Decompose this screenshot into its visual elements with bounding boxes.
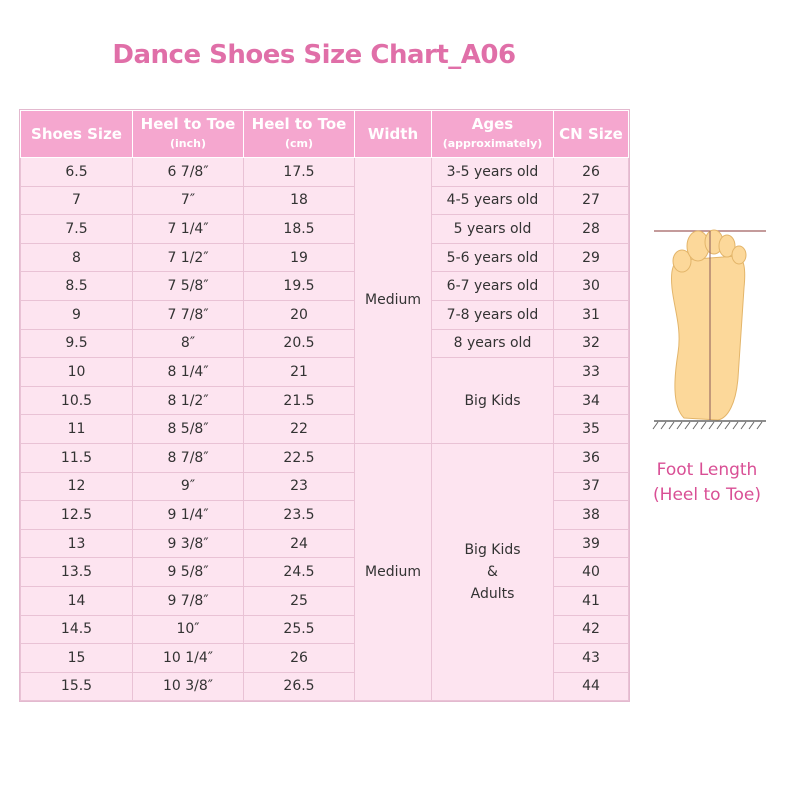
ages-label-line: Big Kids [464,392,521,409]
ages-label-line: Adults [470,586,515,603]
foot-caption-line-1: Foot Length [656,460,758,480]
column-header [355,111,432,158]
cn-size-cell: 32 [554,329,629,358]
heel-to-toe-cm-cell: 20.5 [244,329,355,358]
width-cell: Medium [355,158,432,444]
cn-size-cell: 43 [554,644,629,673]
heel-to-toe-inch-cell: 6 7/8″ [133,158,244,187]
shoe-size-cell: 11 [21,415,133,444]
column-header [554,111,629,158]
heel-to-toe-inch-cell: 10 3/8″ [133,672,244,701]
cn-size-cell: 42 [554,615,629,644]
shoe-size-cell: 12 [21,472,133,501]
ages-label-line: & [487,564,498,581]
table-row [21,358,629,387]
heel-to-toe-cm-cell: 24.5 [244,558,355,587]
ages-cell [432,329,554,358]
column-header-unit: (approximately) [442,137,543,150]
table-row [21,300,629,329]
heel-to-toe-cm-cell: 23 [244,472,355,501]
table-body [21,158,629,701]
shoe-size-cell: 15 [21,644,133,673]
shoe-size-cell: 7 [21,186,133,215]
ages-label-line: 5 years old [453,220,532,237]
heel-to-toe-cm-cell: 22.5 [244,443,355,472]
column-header-label: Width [367,125,419,143]
ages-label-line: 8 years old [453,335,532,352]
table-row [21,329,629,358]
heel-to-toe-inch-cell: 9 5/8″ [133,558,244,587]
shoe-size-cell: 10.5 [21,386,133,415]
heel-to-toe-cm-cell: 26.5 [244,672,355,701]
column-header-unit: (inch) [169,137,206,150]
foot-length-icon [652,228,768,433]
shoe-size-cell: 9 [21,300,133,329]
column-header-label: CN Size [559,125,623,143]
cn-size-cell: 35 [554,415,629,444]
shoe-size-cell: 8 [21,243,133,272]
cn-size-cell: 41 [554,586,629,615]
foot-length-caption [632,458,782,508]
cn-size-cell: 30 [554,272,629,301]
ages-cell [432,215,554,244]
heel-to-toe-cm-cell: 25 [244,586,355,615]
table-row [21,186,629,215]
heel-to-toe-cm-cell: 18.5 [244,215,355,244]
heel-to-toe-inch-cell: 8 7/8″ [133,443,244,472]
chart-title: Dance Shoes Size Chart_A06 [112,40,516,70]
size-chart-table [20,110,629,701]
shoe-size-cell: 7.5 [21,215,133,244]
heel-to-toe-inch-cell: 7 1/2″ [133,243,244,272]
cn-size-cell: 44 [554,672,629,701]
heel-to-toe-inch-cell: 10″ [133,615,244,644]
heel-to-toe-inch-cell: 8 1/4″ [133,358,244,387]
heel-to-toe-cm-cell: 19 [244,243,355,272]
shoe-size-cell: 13.5 [21,558,133,587]
heel-to-toe-cm-cell: 24 [244,529,355,558]
heel-to-toe-inch-cell: 7 5/8″ [133,272,244,301]
cn-size-cell: 31 [554,300,629,329]
shoe-size-cell: 14.5 [21,615,133,644]
heel-to-toe-cm-cell: 19.5 [244,272,355,301]
column-header-label: Shoes Size [31,125,122,143]
heel-to-toe-cm-cell: 23.5 [244,501,355,530]
heel-to-toe-cm-cell: 25.5 [244,615,355,644]
shoe-size-cell: 6.5 [21,158,133,187]
cn-size-cell: 39 [554,529,629,558]
ages-cell [432,300,554,329]
shoe-size-cell: 15.5 [21,672,133,701]
heel-to-toe-cm-cell: 18 [244,186,355,215]
heel-to-toe-cm-cell: 20 [244,300,355,329]
heel-to-toe-inch-cell: 10 1/4″ [133,644,244,673]
column-header-unit: (cm) [284,137,314,150]
heel-to-toe-cm-cell: 21.5 [244,386,355,415]
ages-label-line: 6-7 years old [446,278,539,295]
table-row [21,243,629,272]
ages-label-line: Big Kids [464,542,521,559]
heel-to-toe-inch-cell: 7 1/4″ [133,215,244,244]
shoe-size-cell: 9.5 [21,329,133,358]
cn-size-cell: 38 [554,501,629,530]
table-row [21,158,629,187]
table-header [21,111,629,158]
ages-cell [432,443,554,700]
cn-size-cell: 36 [554,443,629,472]
ages-label-line: 7-8 years old [446,306,539,323]
heel-to-toe-inch-cell: 8 1/2″ [133,386,244,415]
shoe-size-cell: 13 [21,529,133,558]
ages-cell [432,243,554,272]
ages-cell [432,272,554,301]
column-header [133,111,244,158]
shoe-size-cell: 12.5 [21,501,133,530]
column-header-label: Heel to Toe [140,115,236,133]
heel-to-toe-cm-cell: 21 [244,358,355,387]
ages-cell [432,186,554,215]
ages-cell [432,158,554,187]
cn-size-cell: 33 [554,358,629,387]
foot-caption-line-2: (Heel to Toe) [653,485,761,505]
cn-size-cell: 27 [554,186,629,215]
column-header [244,111,355,158]
heel-to-toe-inch-cell: 9″ [133,472,244,501]
table-row [21,443,629,472]
cn-size-cell: 28 [554,215,629,244]
column-header-label: Heel to Toe [251,115,347,133]
shoe-size-cell: 10 [21,358,133,387]
cn-size-cell: 26 [554,158,629,187]
cn-size-cell: 37 [554,472,629,501]
cn-size-cell: 29 [554,243,629,272]
heel-to-toe-inch-cell: 8″ [133,329,244,358]
heel-to-toe-inch-cell: 7 7/8″ [133,300,244,329]
heel-to-toe-inch-cell: 9 1/4″ [133,501,244,530]
column-header [432,111,554,158]
heel-to-toe-inch-cell: 7″ [133,186,244,215]
table-row [21,272,629,301]
heel-to-toe-cm-cell: 17.5 [244,158,355,187]
ages-cell [432,358,554,444]
ages-label-line: 5-6 years old [446,249,539,266]
table-row [21,215,629,244]
cn-size-cell: 34 [554,386,629,415]
heel-to-toe-cm-cell: 26 [244,644,355,673]
heel-to-toe-cm-cell: 22 [244,415,355,444]
header-row [21,111,629,158]
shoe-size-cell: 11.5 [21,443,133,472]
heel-to-toe-inch-cell: 9 3/8″ [133,529,244,558]
column-header [21,111,133,158]
heel-to-toe-inch-cell: 8 5/8″ [133,415,244,444]
shoe-size-cell: 14 [21,586,133,615]
width-cell: Medium [355,443,432,700]
cn-size-cell: 40 [554,558,629,587]
heel-to-toe-inch-cell: 9 7/8″ [133,586,244,615]
column-header-label: Ages [471,115,514,133]
ages-label-line: 4-5 years old [446,192,539,209]
ages-label-line: 3-5 years old [446,163,539,180]
shoe-size-cell: 8.5 [21,272,133,301]
